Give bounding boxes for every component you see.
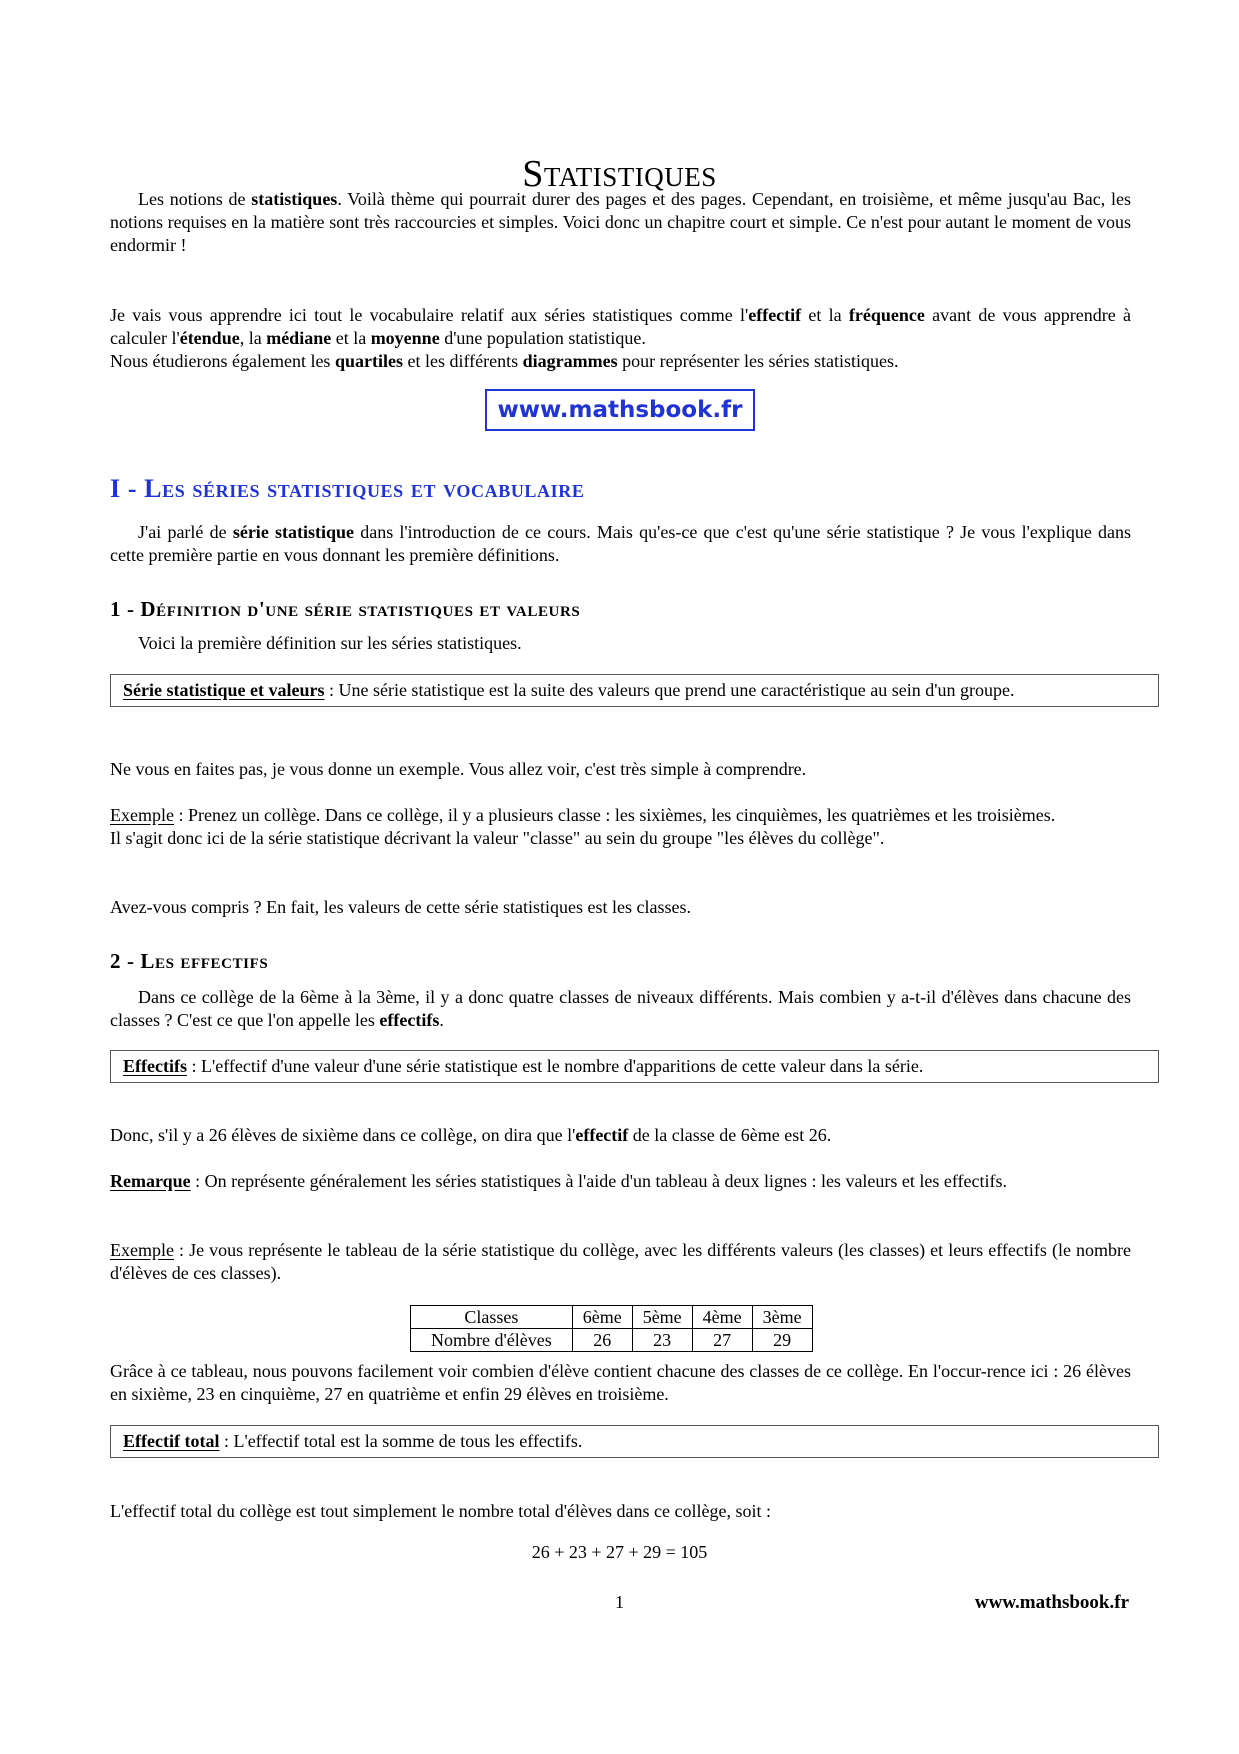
example-label: Exemple (110, 1240, 174, 1260)
sub2-paragraph-2: Donc, s'il y a 26 élèves de sixième dans ce collège, on dira que l'effectif de la classe de 6ème est 26. (110, 1125, 832, 1145)
definition-term: Effectifs (123, 1056, 187, 1076)
intro-paragraph-3: Nous étudierons également les quartiles et les différents diagrammes pour représenter les séries statistiques. (110, 351, 899, 371)
site-logo-text[interactable]: www.mathsbook.fr (497, 397, 743, 423)
sub1-paragraph-2: Ne vous en faites pas, je vous donne un exemple. Vous allez voir, c'est très simple à comprendre. (110, 759, 807, 779)
remark-paragraph: Remarque : On représente généralement les séries statistiques à l'aide d'un tableau à deux lignes : les valeurs et les effectifs. (110, 1171, 1008, 1191)
site-logo-box[interactable] (485, 389, 755, 431)
example-paragraph-1: Exemple : Prenez un collège. Dans ce collège, il y a plusieurs classe : les sixièmes, les cinquièmes, les quatrièmes et les troisièmes. Il s'agit donc ici de la série statistique décrivant la valeur "classe" au sein du groupe "les élèves du collège". (110, 805, 1056, 848)
subsection-heading-2: 2 - Les effectifs (110, 949, 269, 973)
table-cell: 3ème (752, 1306, 812, 1329)
page-title: Statistiques (522, 153, 717, 195)
table-cell: 29 (752, 1329, 812, 1352)
table-row (411, 1306, 813, 1329)
sub2-paragraph: Dans ce collège de la 6ème à la 3ème, il y a donc quatre classes de niveaux différents. Mais combien y a-t-il d'élèves dans chacune des classes ? C'est ce que l'on appelle les effectifs. (110, 987, 1131, 1030)
example-paragraph-2: Exemple : Je vous représente le tableau de la série statistique du collège, avec les différents valeurs (les classes) et leurs effectifs (le nombre d'élèves de ces classes). (110, 1240, 1131, 1283)
table-header-nombre: Nombre d'élèves (411, 1329, 573, 1352)
section1-paragraph: J'ai parlé de série statistique dans l'introduction de ce cours. Mais qu'es-ce que c'est qu'une série statistique ? Je vous l'explique dans cette première partie en vous donnant les première définitions. (110, 522, 1132, 565)
definition-box-serie: Série statistique et valeurs : Une série statistique est la suite des valeurs que prend une caractéristique au sein d'un groupe. (110, 674, 1159, 707)
definition-term: Série statistique et valeurs (123, 680, 325, 700)
subsection-heading-1: 1 - Définition d'une série statistiques et valeurs (110, 597, 581, 621)
definition-box-effectifs: Effectifs : L'effectif d'une valeur d'une série statistique est le nombre d'apparitions de cette valeur dans la série. (110, 1050, 1159, 1083)
sub2-paragraph-4: L'effectif total du collège est tout simplement le nombre total d'élèves dans ce collège, soit : (110, 1501, 771, 1521)
table-row (411, 1329, 813, 1352)
definition-term: Effectif total (123, 1431, 220, 1451)
footer-url[interactable]: www.mathsbook.fr (974, 1592, 1129, 1613)
sub1-paragraph: Voici la première définition sur les séries statistiques. (138, 633, 522, 653)
table-cell: 5ème (632, 1306, 692, 1329)
example-label: Exemple (110, 805, 174, 825)
table-cell: 6ème (572, 1306, 632, 1329)
table-cell: 4ème (692, 1306, 752, 1329)
section-heading-1: I - Les séries statistiques et vocabulaire (110, 474, 585, 503)
sub1-paragraph-3: Avez-vous compris ? En fait, les valeurs de cette série statistiques est les classes. (110, 897, 691, 917)
table-cell: 23 (632, 1329, 692, 1352)
page-number: 1 (615, 1592, 624, 1612)
table-cell: 27 (692, 1329, 752, 1352)
statistics-table (410, 1305, 813, 1352)
table-cell: 26 (572, 1329, 632, 1352)
intro-paragraph-2: Je vais vous apprendre ici tout le vocabulaire relatif aux séries statistiques comme l'effectif et la fréquence avant de vous apprendre à calculer l'étendue, la médiane et la moyenne d'une population statistique. (110, 305, 1132, 348)
table-header-classes: Classes (411, 1306, 573, 1329)
definition-box-effectif-total: Effectif total : L'effectif total est la somme de tous les effectifs. (110, 1425, 1159, 1458)
intro-paragraph-1: Les notions de statistiques. Voilà thème qui pourrait durer des pages et des pages. Cependant, en troisième, et même jusqu'au Bac, les notions requises en la matière sont très raccourcies et simples. Voici donc un chapitre court et simple. Ce n'est pour autant le moment de vous endormir ! (110, 189, 1131, 255)
sum-formula: 26 + 23 + 27 + 29 = 105 (531, 1542, 708, 1562)
sub2-paragraph-3: Grâce à ce tableau, nous pouvons facilement voir combien d'élève contient chacune des classes de ce collège. En l'occur-rence ici : 26 élèves en sixième, 23 en cinquième, 27 en quatrième et enfin 29 élèves en troisième. (110, 1361, 1131, 1404)
remark-label: Remarque (110, 1171, 191, 1191)
